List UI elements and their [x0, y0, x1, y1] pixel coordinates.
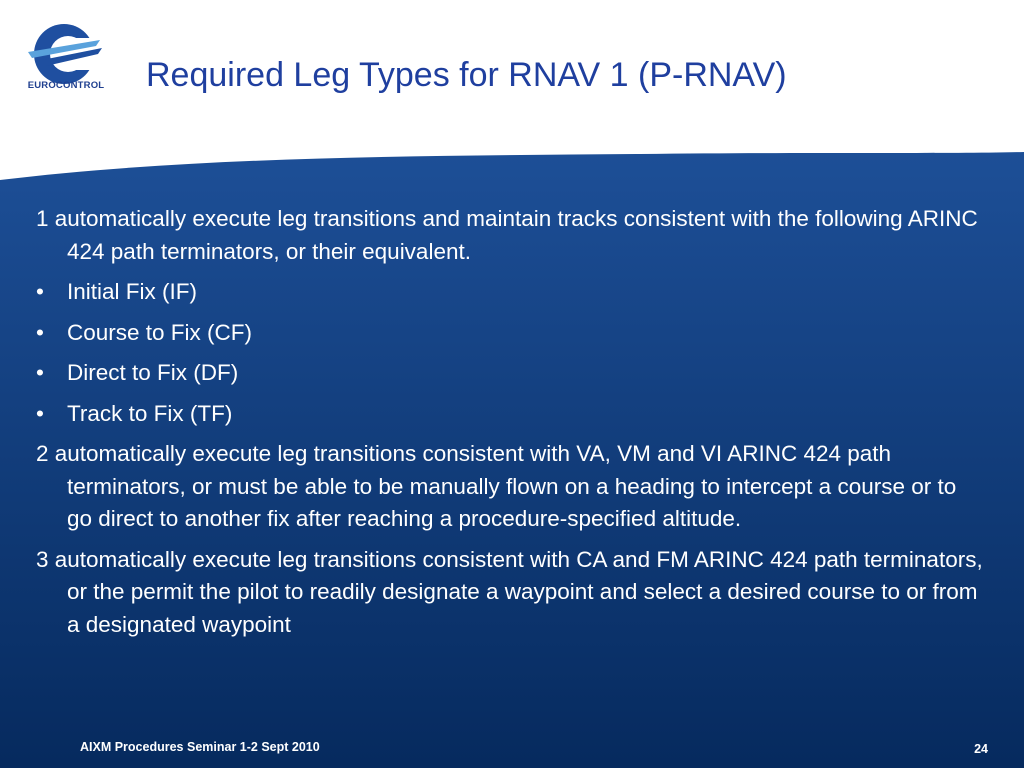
bullet-text: Track to Fix (TF) [67, 400, 233, 426]
logo-text: EUROCONTROL [27, 80, 105, 91]
bullet-mark: • [36, 400, 44, 426]
bullet-mark: • [36, 279, 44, 304]
requirement-3: 3 automatically execute leg transitions consistent with CA and FM ARINC 424 path terminators, or the permit the pilot to readily designate a waypoint and select a desired course to or from a designated waypoint [36, 546, 983, 637]
slide-title: Required Leg Types for RNAV 1 (P-RNAV) [146, 56, 787, 94]
page-number: 24 [974, 742, 988, 756]
bullet-item [36, 276, 986, 309]
requirement-2: 2 automatically execute leg transitions consistent with VA, VM and VI ARINC 424 path terminators, or must be able to be manually flown on a heading to intercept a course or to go direct to another fix after reaching a procedure-specified altitude. [36, 441, 957, 531]
bullet-text: Initial Fix (IF) [67, 279, 198, 304]
requirement-1: 1 automatically execute leg transitions and maintain tracks consistent with the following ARINC 424 path terminators, or their equivalent. [36, 206, 978, 264]
bullet-item [36, 398, 986, 431]
bullet-item [36, 357, 986, 390]
bullet-mark: • [36, 319, 44, 345]
slide-body [36, 203, 986, 649]
bullet-text: Course to Fix (CF) [67, 319, 253, 345]
footer-caption: AIXM Procedures Seminar 1-2 Sept 2010 [80, 740, 320, 754]
bullet-mark: • [36, 360, 44, 385]
bullet-text: Direct to Fix (DF) [67, 360, 239, 385]
bullet-item [36, 317, 986, 350]
